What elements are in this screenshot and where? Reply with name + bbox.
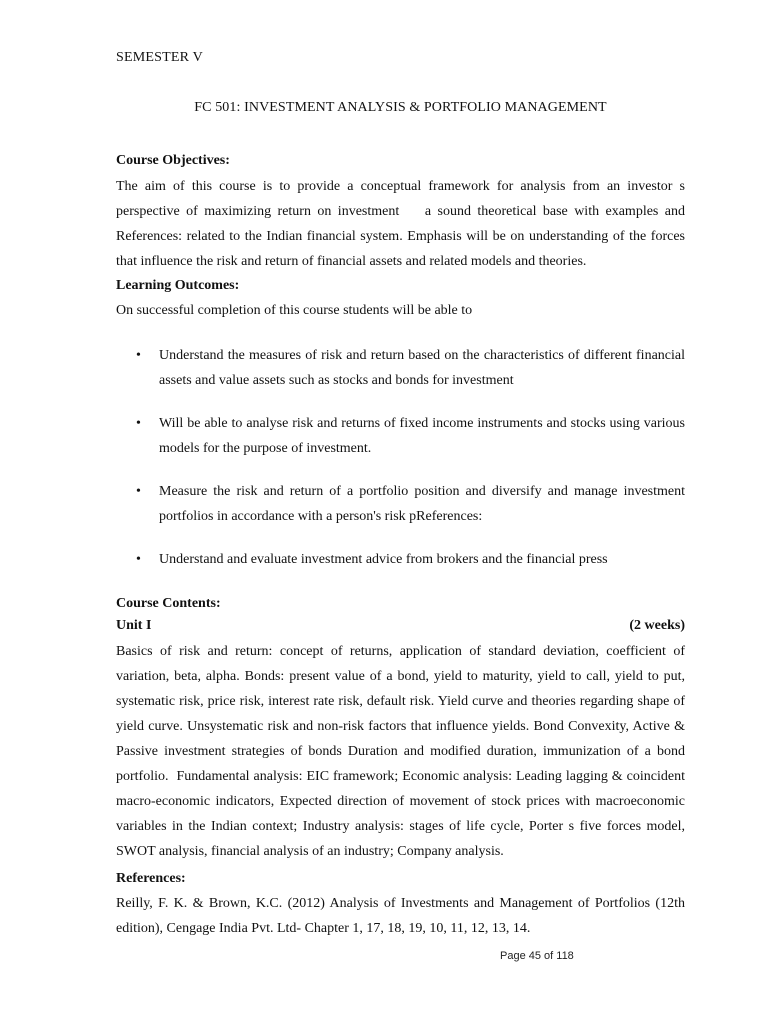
unit-label: Unit I	[116, 618, 152, 633]
page-number: Page 45 of 118	[500, 950, 574, 962]
objectives-text: The aim of this course is to provide a conceptual framework for analysis from an investor s perspective of maximizing return on investment a sound theoretical base with examples and References: related to the Indian financial system. Emphasis will be on understanding of the forces that influence the risk and return of financial assets and related models and theories.	[116, 179, 685, 269]
list-item-text: Will be able to analyse risk and returns of fixed income instruments and stocks using various models for the purpose of investment.	[159, 416, 685, 456]
outcomes-intro: On successful completion of this course students will be able to	[116, 303, 473, 318]
bullet-icon: •	[136, 348, 141, 363]
outcomes-heading: Learning Outcomes:	[116, 278, 240, 293]
objectives-heading: Course Objectives:	[116, 153, 230, 168]
bullet-icon: •	[136, 484, 141, 499]
bullet-icon: •	[136, 552, 141, 567]
bullet-icon: •	[136, 416, 141, 431]
unit-header	[116, 618, 685, 634]
course-title: FC 501: INVESTMENT ANALYSIS & PORTFOLIO MANAGEMENT	[194, 100, 607, 115]
list-item-text: Measure the risk and return of a portfolio position and diversify and manage investment portfolios in accordance with a person's risk pReferences:	[159, 484, 685, 524]
unit-text: Basics of risk and return: concept of returns, application of standard deviation, coefficient of variation, beta, alpha. Bonds: present value of a bond, yield to maturity, yield to call, yield to put, systematic risk, price risk, interest rate risk, default risk. Yield curve and theories regarding shape of yield curve. Unsystematic risk and non-risk factors that influence yields. Bond Convexity, Active & Passive investment strategies of bonds Duration and modified duration, immunization of a bond portfolio. Fundamental analysis: EIC framework; Economic analysis: Leading lagging & coincident macro-economic indicators, Expected direction of movement of stock prices with macroeconomic variables in the Indian context; Industry analysis: stages of life cycle, Porter s five forces model, SWOT analysis, financial analysis of an industry; Company analysis.	[116, 644, 685, 859]
unit-duration: (2 weeks)	[629, 618, 685, 633]
semester-label: SEMESTER V	[116, 50, 203, 65]
list-item-text: Understand the measures of risk and return based on the characteristics of different financial assets and value assets such as stocks and bonds for investment	[159, 348, 685, 388]
list-item-text: Understand and evaluate investment advice from brokers and the financial press	[159, 552, 608, 567]
document-page	[116, 0, 685, 1024]
contents-heading: Course Contents:	[116, 596, 221, 611]
references-heading: References:	[116, 871, 186, 886]
references-text: Reilly, F. K. & Brown, K.C. (2012) Analysis of Investments and Management of Portfolios (12th edition), Cengage India Pvt. Ltd- Chapter 1, 17, 18, 19, 10, 11, 12, 13, 14.	[116, 896, 685, 936]
